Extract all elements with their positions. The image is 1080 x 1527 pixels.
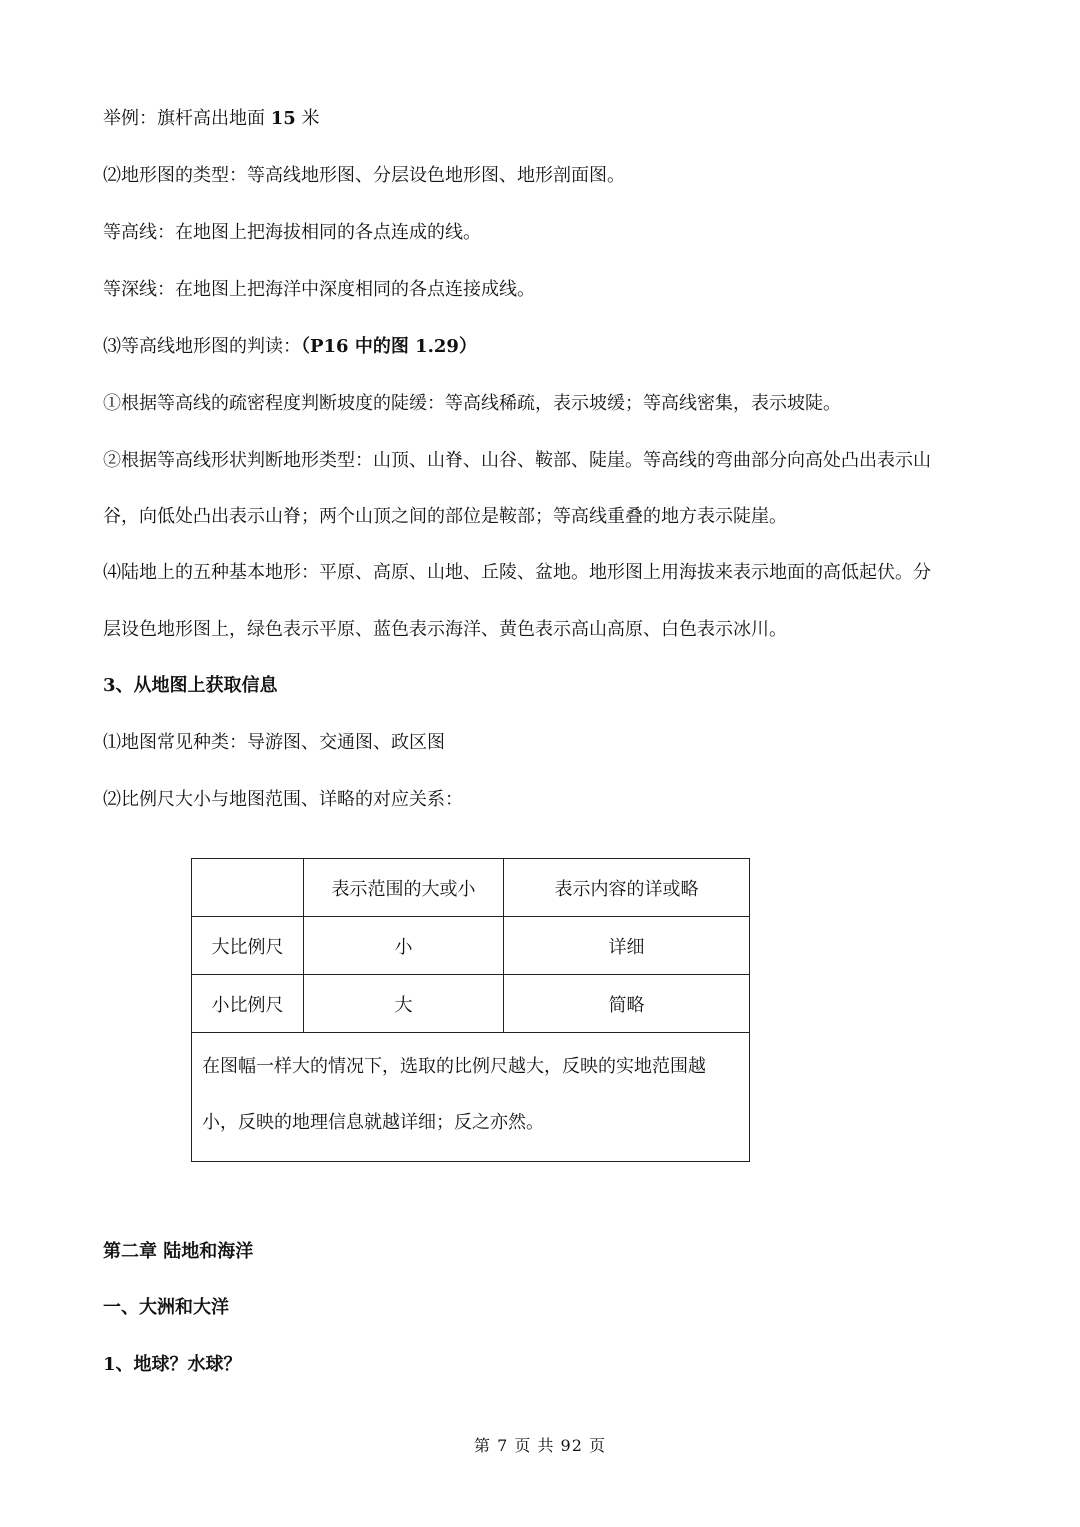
scale-table	[191, 858, 750, 1162]
map-types-line: ⑵地形图的类型：等高线地形图、分层设色地形图、地形剖面图。	[103, 165, 625, 186]
map-kinds-line: ⑴地图常见种类：导游图、交通图、政区图	[103, 732, 445, 753]
reading-rule-2-part-2: 谷，向低处凸出表示山脊；两个山顶之间的部位是鞍部；等高线重叠的地方表示陡崖。	[103, 506, 787, 527]
table-cell-large-scale-range: 小	[304, 917, 504, 975]
chapter-heading: 第二章 陆地和海洋	[103, 1241, 254, 1262]
contour-reading-title	[103, 335, 983, 359]
contour-definition-line: 等高线：在地图上把海拔相同的各点连成的线。	[103, 222, 481, 243]
table-row	[192, 975, 750, 1033]
subsection-heading: 1、地球？水球？	[103, 1354, 242, 1375]
page-footer: 第 7 页 共 92 页	[474, 1436, 606, 1455]
contour-reading-title-main: ⑶等高线地形图的判读：	[103, 336, 301, 357]
section-3-heading: 3、从地图上获取信息	[103, 675, 278, 696]
table-header-range: 表示范围的大或小	[304, 859, 504, 917]
reading-rule-2-part-1: ②根据等高线形状判断地形类型：山顶、山脊、山谷、鞍部、陡崖。等高线的弯曲部分向高处凸出表示山	[103, 450, 931, 471]
table-row	[192, 917, 750, 975]
table-note-line-1: 在图幅一样大的情况下，选取的比例尺越大，反映的实地范围越	[202, 1056, 706, 1077]
table-cell-small-scale-detail: 简略	[504, 975, 750, 1033]
table-note-row	[192, 1033, 750, 1162]
table-header-row	[192, 859, 750, 917]
table-cell-small-scale: 小比例尺	[192, 975, 304, 1033]
landforms-line-2: 层设色地形图上，绿色表示平原、蓝色表示海洋、黄色表示高山高原、白色表示冰川。	[103, 619, 787, 640]
example-suffix: 米	[301, 108, 320, 129]
contour-reading-figure-ref: （P16 中的图 1.29）	[301, 336, 477, 357]
depth-contour-definition-line: 等深线：在地图上把海洋中深度相同的各点连接成线。	[103, 279, 535, 300]
table-cell-small-scale-range: 大	[304, 975, 504, 1033]
table-note-cell	[192, 1033, 750, 1162]
landforms-line-1: ⑷陆地上的五种基本地形：平原、高原、山地、丘陵、盆地。地形图上用海拔来表示地面的高低起伏。分	[103, 562, 931, 583]
table-header-detail: 表示内容的详或略	[504, 859, 750, 917]
table-cell-large-scale-detail: 详细	[504, 917, 750, 975]
table-header-empty	[192, 859, 304, 917]
scale-relation-line: ⑵比例尺大小与地图范围、详略的对应关系：	[103, 789, 463, 810]
section-heading: 一、大洲和大洋	[103, 1297, 229, 1318]
scale-table-wrapper	[191, 858, 749, 1162]
example-line	[103, 107, 983, 131]
table-cell-large-scale: 大比例尺	[192, 917, 304, 975]
reading-rule-1: ①根据等高线的疏密程度判断坡度的陡缓：等高线稀疏，表示坡缓；等高线密集，表示坡陡。	[103, 393, 841, 414]
example-prefix: 举例：旗杆高出地面	[103, 108, 265, 129]
table-note-line-2: 小，反映的地理信息就越详细；反之亦然。	[202, 1112, 544, 1133]
example-number: 15	[270, 108, 296, 129]
